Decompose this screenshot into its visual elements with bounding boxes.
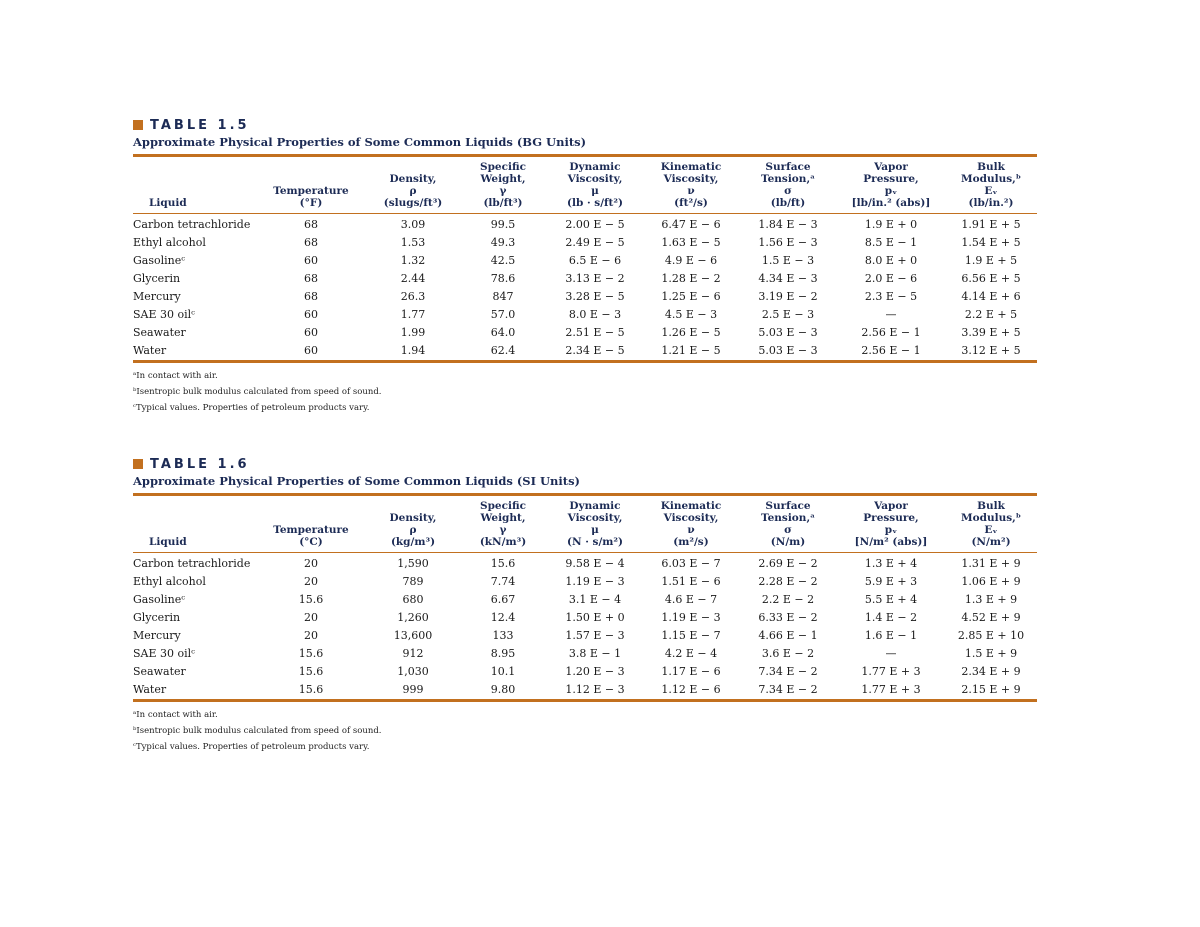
table-row bbox=[133, 216, 1037, 234]
table-cell: 8.5 E − 1 bbox=[864, 236, 918, 249]
table-cell: 1.25 E − 6 bbox=[661, 290, 721, 303]
table-cell: 1,260 bbox=[397, 611, 429, 624]
table-cell: 1.31 E + 9 bbox=[961, 557, 1021, 570]
footnote-a: ᵃIn contact with air. bbox=[133, 710, 218, 720]
table-header-row bbox=[133, 157, 1037, 214]
table-cell: 4.66 E − 1 bbox=[758, 629, 818, 642]
column-header: Temperature (°F) bbox=[273, 185, 349, 209]
table-cell: 2.15 E + 9 bbox=[961, 683, 1021, 696]
table-label: TABLE 1.6 bbox=[150, 456, 250, 472]
table-bottom-rule bbox=[133, 360, 1037, 363]
table-cell: 2.56 E − 1 bbox=[861, 344, 921, 357]
column-header: Surface Tension,ᵃ σ (lb/ft) bbox=[760, 161, 815, 209]
column-header: Dynamic Viscosity, μ (N · s/m²) bbox=[567, 500, 623, 548]
table-cell: 5.5 E + 4 bbox=[864, 593, 918, 606]
liquid-name-cell: Glycerin bbox=[133, 611, 181, 624]
table-cell: 68 bbox=[304, 290, 318, 303]
table-row bbox=[133, 663, 1037, 681]
liquid-name-cell: Glycerin bbox=[133, 272, 181, 285]
table-row bbox=[133, 324, 1037, 342]
liquid-name-cell: Mercury bbox=[133, 290, 181, 303]
table-cell: 680 bbox=[402, 593, 424, 606]
table-cell: 1.3 E + 9 bbox=[964, 593, 1018, 606]
table-cell: 1.77 E + 3 bbox=[861, 665, 921, 678]
table-cell: 2.2 E − 2 bbox=[761, 593, 815, 606]
column-header: Vapor Pressure, pᵥ [N/m² (abs)] bbox=[854, 500, 928, 548]
column-header: Dynamic Viscosity, μ (lb · s/ft²) bbox=[567, 161, 623, 209]
table-cell: 1.19 E − 3 bbox=[565, 575, 625, 588]
table-cell: 2.44 bbox=[400, 272, 426, 285]
table-label: TABLE 1.5 bbox=[150, 117, 250, 133]
table-cell: 1.20 E − 3 bbox=[565, 665, 625, 678]
table-row bbox=[133, 234, 1037, 252]
table-cell: 9.58 E − 4 bbox=[565, 557, 625, 570]
table-cell: 68 bbox=[304, 218, 318, 231]
table-row bbox=[133, 645, 1037, 663]
table-cell: 1.50 E + 0 bbox=[565, 611, 625, 624]
table-cell: 912 bbox=[402, 647, 424, 660]
liquid-name-cell: Carbon tetrachloride bbox=[133, 218, 251, 231]
table-cell: 6.33 E − 2 bbox=[758, 611, 818, 624]
table-cell: 15.6 bbox=[298, 683, 324, 696]
table-caption: Approximate Physical Properties of Some Common Liquids (BG Units) bbox=[133, 135, 587, 149]
properties-table bbox=[133, 157, 1037, 360]
table-cell: 2.51 E − 5 bbox=[565, 326, 625, 339]
table-cell: 133 bbox=[492, 629, 514, 642]
table-cell: 68 bbox=[304, 272, 318, 285]
table-label-row bbox=[133, 455, 1037, 473]
table-cell: 4.6 E − 7 bbox=[664, 593, 718, 606]
table-cell: 1.63 E − 5 bbox=[661, 236, 721, 249]
liquid-name-cell: Carbon tetrachloride bbox=[133, 557, 251, 570]
table-cell: 4.14 E + 6 bbox=[961, 290, 1021, 303]
table-cell: 60 bbox=[304, 326, 318, 339]
table-cell: 3.8 E − 1 bbox=[568, 647, 622, 660]
column-header: Bulk Modulus,ᵇ Eᵥ (N/m²) bbox=[960, 500, 1022, 548]
table-cell: 1.12 E − 3 bbox=[565, 683, 625, 696]
table-cell: 2.69 E − 2 bbox=[758, 557, 818, 570]
table-cell: 1.51 E − 6 bbox=[661, 575, 721, 588]
liquid-name-cell: Mercury bbox=[133, 629, 181, 642]
properties-table bbox=[133, 496, 1037, 699]
table-cell: 57.0 bbox=[490, 308, 516, 321]
table-cell: 9.80 bbox=[490, 683, 516, 696]
column-header: Liquid bbox=[149, 536, 187, 548]
table-cell: 2.0 E − 6 bbox=[864, 272, 918, 285]
table-row bbox=[133, 342, 1037, 360]
table-cell: 3.19 E − 2 bbox=[758, 290, 818, 303]
table-cell: 5.03 E − 3 bbox=[758, 344, 818, 357]
table-row bbox=[133, 252, 1037, 270]
table-cell: — bbox=[885, 647, 897, 660]
table-cell: 3.28 E − 5 bbox=[565, 290, 625, 303]
table-cell: 1.3 E + 4 bbox=[864, 557, 918, 570]
table-row bbox=[133, 288, 1037, 306]
column-header: Kinematic Viscosity, ν (m²/s) bbox=[660, 500, 722, 548]
table-cell: 15.6 bbox=[298, 593, 324, 606]
table-cell: 5.03 E − 3 bbox=[758, 326, 818, 339]
table-cell: 4.2 E − 4 bbox=[664, 647, 718, 660]
table-cell: 20 bbox=[304, 557, 318, 570]
table-cell: 62.4 bbox=[490, 344, 516, 357]
table-cell: 3.6 E − 2 bbox=[761, 647, 815, 660]
table-cell: 1.15 E − 7 bbox=[661, 629, 721, 642]
table-cell: 20 bbox=[304, 629, 318, 642]
table-cell: 1.9 E + 0 bbox=[864, 218, 918, 231]
table-label-row bbox=[133, 116, 1037, 134]
table-cell: 1.54 E + 5 bbox=[961, 236, 1021, 249]
table-footnotes bbox=[133, 368, 1037, 416]
table-cell: 2.85 E + 10 bbox=[957, 629, 1025, 642]
table-cell: 13,600 bbox=[393, 629, 433, 642]
liquid-name-cell: Seawater bbox=[133, 665, 186, 678]
table-cell: 1.94 bbox=[400, 344, 426, 357]
liquid-name-cell: Water bbox=[133, 683, 167, 696]
table-bottom-rule bbox=[133, 699, 1037, 702]
table-cell: 2.34 E + 9 bbox=[961, 665, 1021, 678]
table-cell: 1.57 E − 3 bbox=[565, 629, 625, 642]
table-cell: 1.77 bbox=[400, 308, 426, 321]
table-row bbox=[133, 681, 1037, 699]
table-cell: 999 bbox=[402, 683, 424, 696]
table-cell: 60 bbox=[304, 308, 318, 321]
table-cell: 3.13 E − 2 bbox=[565, 272, 625, 285]
table-cell: 2.28 E − 2 bbox=[758, 575, 818, 588]
footnote-c: ᶜTypical values. Properties of petroleum products vary. bbox=[133, 403, 370, 413]
table-cell: 60 bbox=[304, 344, 318, 357]
table-cell: 2.00 E − 5 bbox=[565, 218, 625, 231]
table-row bbox=[133, 306, 1037, 324]
table-footnotes bbox=[133, 707, 1037, 755]
table-cell: 68 bbox=[304, 236, 318, 249]
table-cell: 1.9 E + 5 bbox=[964, 254, 1018, 267]
footnote-b: ᵇIsentropic bulk modulus calculated from speed of sound. bbox=[133, 387, 382, 397]
table-cell: 1.77 E + 3 bbox=[861, 683, 921, 696]
table-cell: 6.47 E − 6 bbox=[661, 218, 721, 231]
table-cell: 8.95 bbox=[490, 647, 516, 660]
column-header: Temperature (°C) bbox=[273, 524, 349, 548]
table-cell: 10.1 bbox=[490, 665, 516, 678]
liquid-name-cell: Water bbox=[133, 344, 167, 357]
table-cell: — bbox=[885, 308, 897, 321]
table-cell: 4.9 E − 6 bbox=[664, 254, 718, 267]
table-cell: 12.4 bbox=[490, 611, 516, 624]
table-cell: 3.39 E + 5 bbox=[961, 326, 1021, 339]
table-cell: 2.49 E − 5 bbox=[565, 236, 625, 249]
column-header: Surface Tension,ᵃ σ (N/m) bbox=[760, 500, 815, 548]
table-cell: 6.67 bbox=[490, 593, 516, 606]
table-cell: 78.6 bbox=[490, 272, 516, 285]
table-cell: 1.5 E − 3 bbox=[761, 254, 815, 267]
table-cell: 847 bbox=[492, 290, 514, 303]
column-header: Density, ρ (kg/m³) bbox=[389, 512, 437, 548]
table-cell: 4.5 E − 3 bbox=[664, 308, 718, 321]
table-cell: 15.6 bbox=[490, 557, 516, 570]
liquid-name-cell: SAE 30 oilᶜ bbox=[133, 308, 195, 321]
column-header: Specific Weight, γ (kN/m³) bbox=[479, 500, 527, 548]
table-cell: 1.19 E − 3 bbox=[661, 611, 721, 624]
table-cell: 7.34 E − 2 bbox=[758, 683, 818, 696]
table-cell: 99.5 bbox=[490, 218, 516, 231]
table-cell: 7.34 E − 2 bbox=[758, 665, 818, 678]
column-header: Vapor Pressure, pᵥ [lb/in.² (abs)] bbox=[851, 161, 931, 209]
table-cell: 2.34 E − 5 bbox=[565, 344, 625, 357]
table-row bbox=[133, 270, 1037, 288]
table-cell: 15.6 bbox=[298, 647, 324, 660]
table-row bbox=[133, 591, 1037, 609]
table-cell: 2.3 E − 5 bbox=[864, 290, 918, 303]
table-cell: 2.5 E − 3 bbox=[761, 308, 815, 321]
label-square-icon bbox=[133, 120, 143, 130]
table-cell: 49.3 bbox=[490, 236, 516, 249]
column-header: Density, ρ (slugs/ft³) bbox=[383, 173, 443, 209]
table-cell: 6.5 E − 6 bbox=[568, 254, 622, 267]
table-cell: 1,590 bbox=[397, 557, 429, 570]
liquid-name-cell: Gasolineᶜ bbox=[133, 254, 186, 267]
table-cell: 6.56 E + 5 bbox=[961, 272, 1021, 285]
table-cell: 3.12 E + 5 bbox=[961, 344, 1021, 357]
table-cell: 20 bbox=[304, 575, 318, 588]
table-cell: 1.53 bbox=[400, 236, 426, 249]
column-header: Specific Weight, γ (lb/ft³) bbox=[479, 161, 526, 209]
table-cell: 1.91 E + 5 bbox=[961, 218, 1021, 231]
table-cell: 1.5 E + 9 bbox=[964, 647, 1018, 660]
liquid-name-cell: Gasolineᶜ bbox=[133, 593, 186, 606]
table-cell: 4.52 E + 9 bbox=[961, 611, 1021, 624]
table-cell: 1.6 E − 1 bbox=[864, 629, 918, 642]
table-cell: 15.6 bbox=[298, 665, 324, 678]
table-row bbox=[133, 573, 1037, 591]
footnote-c: ᶜTypical values. Properties of petroleum products vary. bbox=[133, 742, 370, 752]
table-cell: 6.03 E − 7 bbox=[661, 557, 721, 570]
table-cell: 1.56 E − 3 bbox=[758, 236, 818, 249]
table-row bbox=[133, 555, 1037, 573]
table-cell: 64.0 bbox=[490, 326, 516, 339]
footnote-a: ᵃIn contact with air. bbox=[133, 371, 218, 381]
table-cell: 1.32 bbox=[400, 254, 426, 267]
table-cell: 60 bbox=[304, 254, 318, 267]
table-header-row bbox=[133, 496, 1037, 553]
table-cell: 2.2 E + 5 bbox=[964, 308, 1018, 321]
table-cell: 1.17 E − 6 bbox=[661, 665, 721, 678]
table-cell: 42.5 bbox=[490, 254, 516, 267]
label-square-icon bbox=[133, 459, 143, 469]
table-cell: 20 bbox=[304, 611, 318, 624]
table-cell: 4.34 E − 3 bbox=[758, 272, 818, 285]
table-cell: 26.3 bbox=[400, 290, 426, 303]
column-header: Bulk Modulus,ᵇ Eᵥ (lb/in.²) bbox=[960, 161, 1022, 209]
table-cell: 1.28 E − 2 bbox=[661, 272, 721, 285]
table-cell: 8.0 E − 3 bbox=[568, 308, 622, 321]
table-row bbox=[133, 609, 1037, 627]
column-header: Kinematic Viscosity, ν (ft²/s) bbox=[660, 161, 722, 209]
table-cell: 789 bbox=[402, 575, 424, 588]
table-cell: 2.56 E − 1 bbox=[861, 326, 921, 339]
table-cell: 3.09 bbox=[400, 218, 426, 231]
table-cell: 1.06 E + 9 bbox=[961, 575, 1021, 588]
table-cell: 5.9 E + 3 bbox=[864, 575, 918, 588]
liquid-name-cell: Ethyl alcohol bbox=[133, 236, 206, 249]
table-cell: 1.26 E − 5 bbox=[661, 326, 721, 339]
table-1-5-block bbox=[133, 116, 1037, 416]
table-row bbox=[133, 627, 1037, 645]
footnote-b: ᵇIsentropic bulk modulus calculated from speed of sound. bbox=[133, 726, 382, 736]
table-caption: Approximate Physical Properties of Some Common Liquids (SI Units) bbox=[133, 474, 580, 488]
table-cell: 1,030 bbox=[397, 665, 429, 678]
table-cell: 8.0 E + 0 bbox=[864, 254, 918, 267]
table-cell: 1.84 E − 3 bbox=[758, 218, 818, 231]
liquid-name-cell: Seawater bbox=[133, 326, 186, 339]
table-cell: 7.74 bbox=[490, 575, 516, 588]
liquid-name-cell: Ethyl alcohol bbox=[133, 575, 206, 588]
table-cell: 1.99 bbox=[400, 326, 426, 339]
table-cell: 1.4 E − 2 bbox=[864, 611, 918, 624]
table-1-6-block bbox=[133, 455, 1037, 755]
liquid-name-cell: SAE 30 oilᶜ bbox=[133, 647, 195, 660]
table-cell: 1.12 E − 6 bbox=[661, 683, 721, 696]
table-cell: 3.1 E − 4 bbox=[568, 593, 622, 606]
column-header: Liquid bbox=[149, 197, 187, 209]
table-cell: 1.21 E − 5 bbox=[661, 344, 721, 357]
